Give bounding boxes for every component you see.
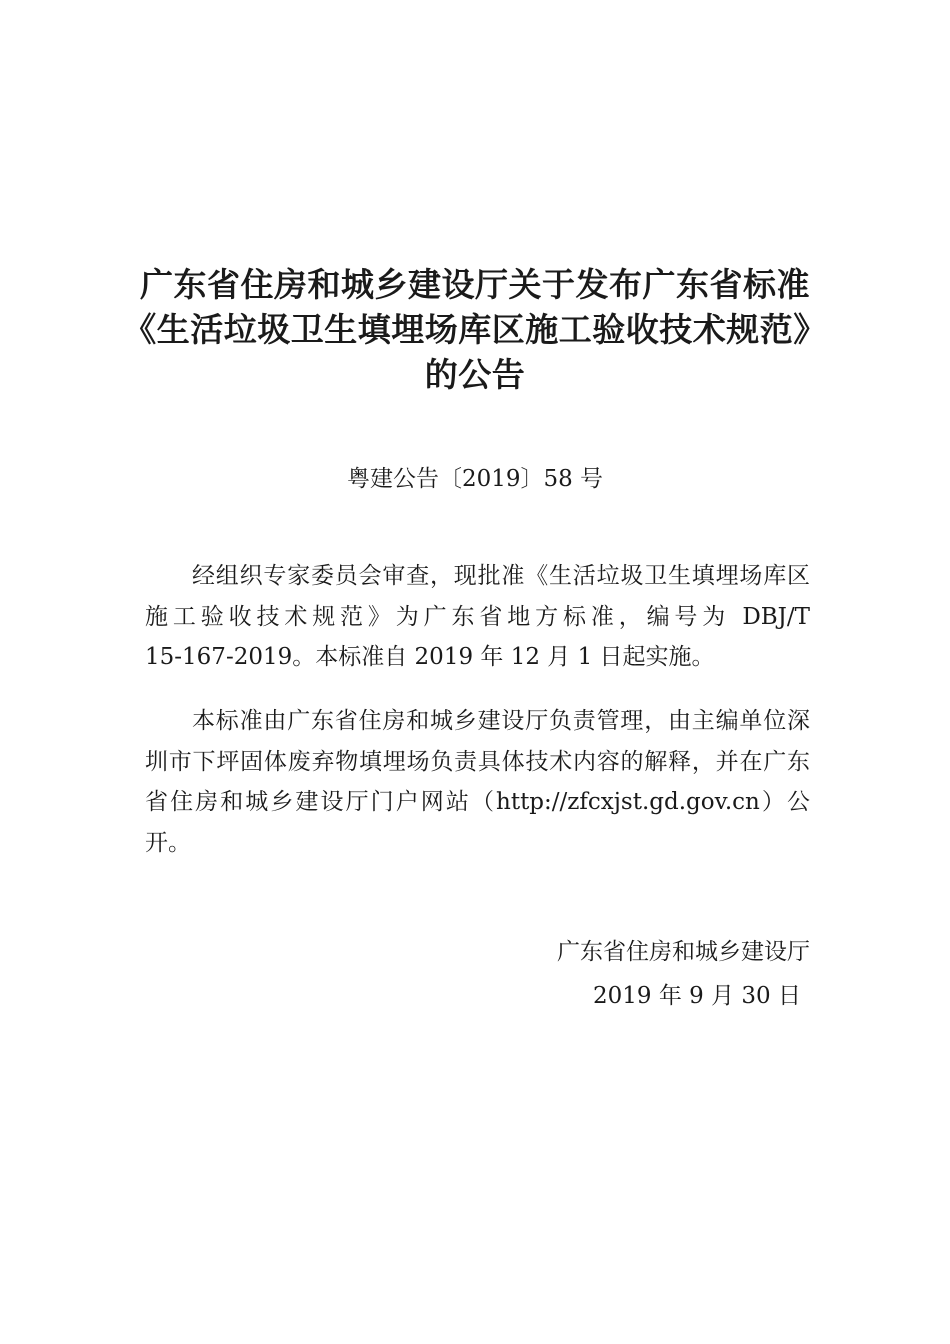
paragraph-line: 开。: [145, 829, 191, 856]
announcement-title: [100, 262, 850, 397]
document-number: 粤建公告〔2019〕58 号: [346, 466, 604, 492]
paragraph-line: 省住房和城乡建设厅门户网站（http://zfcxjst.gd.gov.cn）公: [145, 789, 810, 815]
title-line-3: 的公告: [424, 355, 526, 394]
paragraph-management: [145, 701, 810, 863]
title-line-2: 《生活垃圾卫生填埋场库区施工验收技术规范》: [123, 310, 827, 349]
title-line-1: 广东省住房和城乡建设厅关于发布广东省标准: [140, 265, 810, 304]
paragraph-line: 圳市下坪固体废弃物填埋场负责具体技术内容的解释，并在广东: [145, 748, 810, 775]
paragraph-line: 15-167-2019。本标准自 2019 年 12 月 1 日起实施。: [145, 644, 715, 670]
paragraph-approval: [145, 556, 810, 678]
paragraph-line: 本标准由广东省住房和城乡建设厅负责管理，由主编单位深: [192, 708, 810, 734]
issue-date: 2019 年 9 月 30 日: [593, 983, 801, 1009]
paragraph-line: 施工验收技术规范》为广东省地方标准，编号为 DBJ/T: [145, 603, 810, 630]
issuer-signature: 广东省住房和城乡建设厅: [557, 939, 810, 965]
paragraph-line: 经组织专家委员会审查，现批准《生活垃圾卫生填埋场库区: [192, 563, 810, 589]
